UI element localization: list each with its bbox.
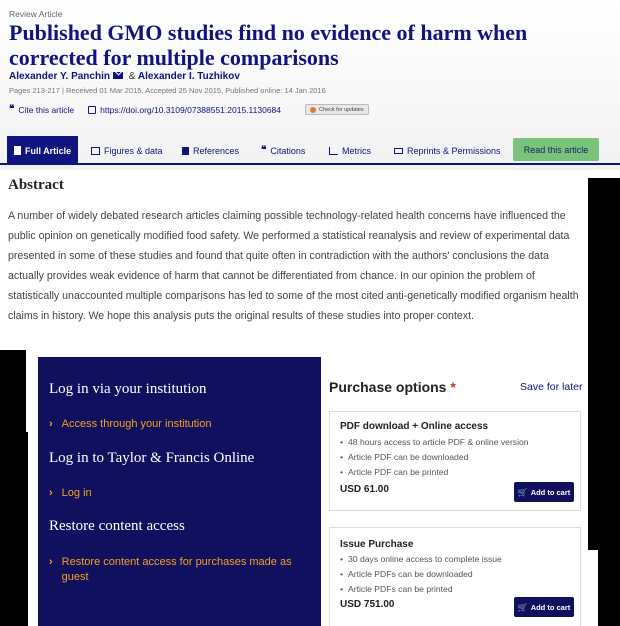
tab-label: Full Article: [25, 145, 72, 156]
institution-heading: Log in via your institution: [49, 381, 207, 397]
option-title: PDF download + Online access: [340, 421, 489, 432]
purchase-option-card: [329, 411, 581, 511]
black-bar: [0, 350, 26, 432]
black-bar: [0, 432, 28, 626]
purchase-panel: [321, 357, 588, 626]
option-price: USD 751.00: [340, 599, 395, 610]
tab-citations[interactable]: [261, 136, 305, 165]
cart-label: Add to cart: [530, 602, 571, 612]
tab-label: Figures & data: [104, 145, 163, 156]
tab-label: Reprints & Permissions: [407, 145, 501, 156]
author-link[interactable]: Alexander Y. Panchin: [9, 71, 110, 82]
save-for-later-link[interactable]: Save for later: [520, 381, 583, 393]
quote-icon: ❝: [9, 104, 15, 115]
institution-access-link[interactable]: [49, 418, 211, 430]
feature-item: • 48 hours access to article PDF & online version: [340, 435, 529, 450]
restore-access-link[interactable]: [49, 555, 309, 585]
option-title: Issue Purchase: [340, 539, 414, 550]
cart-icon: 🛒: [517, 602, 528, 612]
login-link[interactable]: [49, 487, 92, 499]
article-type: Review Article: [9, 9, 63, 19]
tab-label: Citations: [270, 145, 306, 156]
document-icon: [14, 146, 21, 155]
authors: [9, 71, 240, 82]
author-separator: &: [128, 71, 136, 82]
link-label: Log in: [61, 487, 92, 499]
tab-reprints-permissions[interactable]: [394, 136, 501, 165]
abstract-text: A number of widely debated research articles claiming possible technology-related health concerns have influenced the public opinion on genetically modified food safety. We performed a statistical reanalysis and review of experimental data presented in some of these studies and found that quite often in contradiction with the authors' conclusions the data actually provides weak evidence of harm that cannot be differentiated from chance. In our opinion the problem of statistically unaccounted multiple comparisons has led to some of the most cited anti-genetically modified organism health claims in history. We hope this analysis puts the original results of these studies into proper context.: [8, 210, 579, 322]
feature-item: • 30 days online access to complete issue: [340, 552, 502, 567]
publication-info: Pages 213-217 | Received 01 Mar 2015, Accepted 25 Nov 2015, Published online: 14 Jan 2016: [9, 86, 326, 95]
article-title: Published GMO studies find no evidence of harm when corrected for multiple comparisons: [9, 20, 528, 70]
tab-full-article[interactable]: [7, 136, 78, 165]
bar-chart-icon: [329, 147, 338, 155]
cite-label: Cite this article: [18, 104, 75, 115]
login-panel: [38, 357, 321, 626]
feature-item: • Article PDF can be downloaded: [340, 450, 529, 465]
envelope-icon[interactable]: [113, 72, 123, 79]
option-features: [340, 552, 502, 597]
purchase-option-card: [329, 527, 581, 626]
restore-heading: Restore content access: [49, 518, 185, 534]
doi-link[interactable]: [88, 105, 281, 115]
tab-figures-data[interactable]: [91, 136, 163, 165]
cart-icon: 🛒: [517, 487, 528, 497]
abstract-heading: Abstract: [8, 177, 64, 193]
tab-label: References: [193, 145, 240, 156]
chevron-right-icon: ›: [49, 487, 53, 499]
book-icon: [182, 147, 189, 155]
print-icon: [394, 148, 403, 154]
tf-login-heading: Log in to Taylor & Francis Online: [49, 450, 255, 466]
link-label: Access through your institution: [61, 418, 212, 430]
feature-item: • Article PDF can be printed: [340, 465, 529, 480]
add-to-cart-button[interactable]: [514, 597, 574, 617]
crossmark-icon: [310, 107, 316, 113]
add-to-cart-button[interactable]: [514, 482, 574, 502]
purchase-title: [329, 379, 456, 395]
required-star: *: [450, 379, 456, 395]
option-price: USD 61.00: [340, 484, 389, 495]
cite-link[interactable]: [9, 104, 74, 115]
tab-metrics[interactable]: [329, 136, 371, 165]
image-icon: [91, 147, 100, 155]
check-updates-button[interactable]: [305, 104, 369, 115]
check-updates-label: Check for updates: [319, 106, 364, 113]
black-bar: [588, 178, 620, 550]
tab-references[interactable]: [182, 136, 239, 165]
link-icon: [88, 106, 96, 114]
article-links: [9, 104, 369, 115]
author-link[interactable]: Alexander I. Tuzhikov: [137, 71, 240, 82]
chevron-right-icon: ›: [49, 556, 53, 568]
doi-label: https://doi.org/10.3109/07388551.2015.1130684: [100, 104, 282, 115]
tab-label: Metrics: [342, 145, 371, 156]
purchase-title-text: Purchase options: [329, 379, 447, 395]
read-article-button[interactable]: Read this article: [513, 138, 599, 161]
cart-label: Add to cart: [530, 487, 571, 497]
feature-item: • Article PDFs can be downloaded: [340, 567, 502, 582]
option-features: [340, 435, 529, 480]
link-label: Restore content access for purchases made as guest: [61, 556, 292, 583]
black-bar: [598, 550, 620, 626]
quote-icon: ❝: [261, 145, 267, 156]
chevron-right-icon: ›: [49, 418, 53, 430]
feature-item: • Article PDFs can be printed: [340, 582, 502, 597]
